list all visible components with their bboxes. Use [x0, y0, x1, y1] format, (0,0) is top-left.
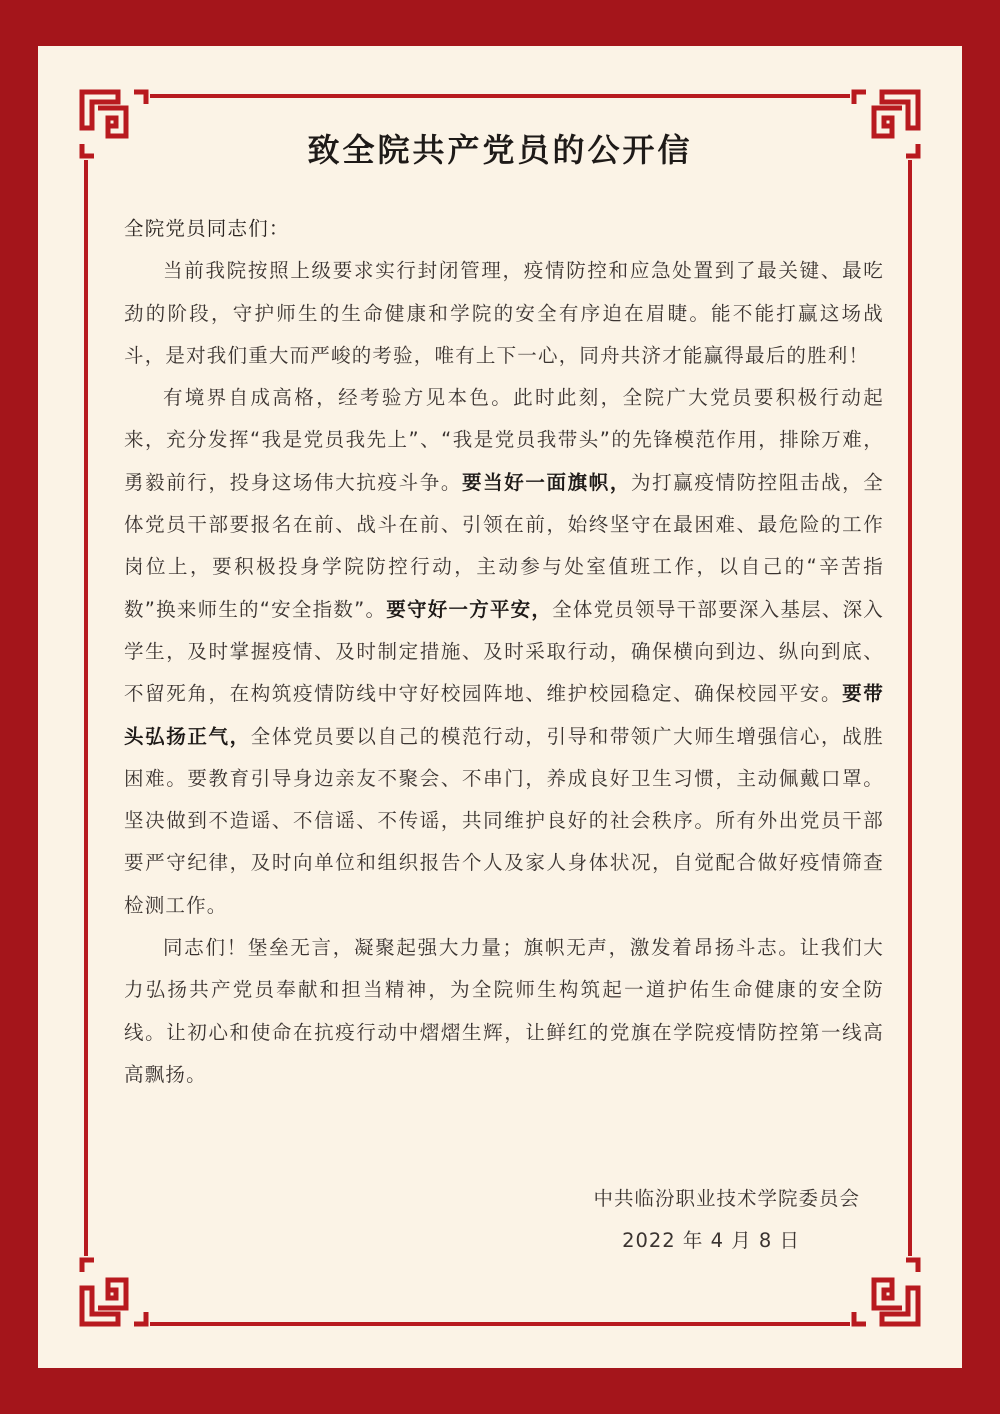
paragraph-text: 有境界自成高格，经考验方见本色。此时此刻，全院广大党员要积极行动起来，充分发挥“我是党员我先上”、“我是党员我带头”的先锋模范作用，排除万难，勇毅前行，投身这场伟大抗疫斗争。	[124, 386, 884, 494]
body-paragraph	[124, 927, 884, 1096]
paragraph-text: 全体党员领导干部要深入基层、深入学生，及时掌握疫情、及时制定措施、及时采取行动，确保横向到边、纵向到底、不留死角，在构筑疫情防线中守好校园阵地、维护校园稳定、确保校园平安。	[124, 597, 885, 706]
fret-corner-ornament-icon	[78, 1256, 150, 1328]
paragraph-text: 同志们！堡垒无言，凝聚起强大力量；旗帜无声，激发着昂扬斗志。让我们大力弘扬共产党员奉献和担当精神，为全院师生构筑起一道护佑生命健康的安全防线。让初心和使命在抗疫行动中熠熠生辉，让鲜红的党旗在学院疫情防控第一线高高飘扬。	[124, 936, 884, 1086]
emphasis-phrase: 要守好一方平安，	[386, 597, 553, 621]
paragraph-text: 为打赢疫情防控阻击战，全体党员干部要报名在前、战斗在前、引领在前，始终坚守在最困难、最危险的工作岗位上，要积极投身学院防控行动，主动参与处室值班工作，以自己的“辛苦指数”换来师生的“安全指数”。	[124, 470, 884, 621]
letter-body	[124, 208, 884, 1096]
signature-organization: 中共临汾职业技术学院委员会	[593, 1187, 860, 1210]
letter-title: 致全院共产党员的公开信	[307, 131, 693, 170]
emphasis-phrase: 要带头弘扬正气，	[124, 682, 884, 748]
emphasis-phrase: 要当好一面旗帜，	[461, 470, 631, 494]
body-paragraph	[124, 250, 884, 377]
paragraph-text: 当前我院按照上级要求实行封闭管理，疫情防控和应急处置到了最关键、最吃劲的阶段，守护师生的生命健康和学院的安全有序迫在眉睫。能不能打赢这场战斗，是对我们重大而严峻的考验，唯有上下一心，同舟共济才能赢得最后的胜利！	[124, 259, 884, 367]
body-paragraph	[124, 377, 884, 927]
signature-block	[560, 1178, 860, 1262]
paragraph-text: 全体党员要以自己的模范行动，引导和带领广大师生增强信心，战胜困难。要教育引导身边亲友不聚会、不串门，养成良好卫生习惯，主动佩戴口罩。坚决做到不造谣、不信谣、不传谣，共同维护良好的社会秩序。所有外出党员干部要严守纪律，及时向单位和组织报告个人及家人身体状况，自觉配合做好疫情筛查检测工作。	[124, 724, 884, 917]
paragraph-list	[124, 250, 884, 1096]
fret-corner-ornament-icon	[850, 1256, 922, 1328]
signature-date: 2022 年 4 月 8 日	[622, 1229, 800, 1252]
salutation: 全院党员同志们：	[124, 217, 290, 240]
